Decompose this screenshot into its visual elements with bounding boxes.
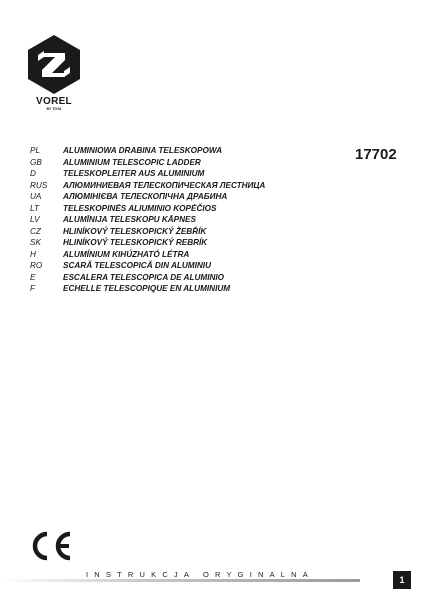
product-title: АЛЮМІНІЄВА ТЕЛЕСКОПІЧНА ДРАБИНА: [63, 192, 228, 201]
language-code: LV: [30, 215, 40, 224]
language-code: LT: [30, 203, 39, 213]
language-code: H: [30, 249, 36, 259]
footer-divider: [0, 579, 360, 582]
product-title: HLINÍKOVÝ TELESKOPICKÝ REBRÍK: [63, 238, 208, 247]
product-title: ECHELLE TELESCOPIQUE EN ALUMINIUM: [63, 284, 231, 293]
vorel-logo-icon: [25, 33, 83, 125]
product-title: ALUMINIOWA DRABINA TELESKOPOWA: [63, 146, 223, 155]
page-number: 1: [393, 571, 411, 589]
language-code: CZ: [30, 226, 41, 236]
language-code: UA: [30, 192, 42, 201]
list-item: [30, 203, 265, 215]
brand-name: VOREL: [36, 96, 72, 107]
list-item: [30, 249, 265, 261]
product-title: ESCALERA TELESCOPICA DE ALUMINIO: [63, 272, 225, 282]
list-item: [30, 214, 265, 226]
list-item: [30, 237, 265, 249]
product-title: SCARĂ TELESCOPICĂ DIN ALUMINIU: [63, 261, 211, 270]
ce-mark-icon: [28, 530, 74, 562]
list-item: [30, 168, 265, 180]
product-title-list: [30, 145, 265, 295]
product-title: ALUMĪNIJA TELESKOPU KĀPNES: [63, 215, 196, 224]
product-title: HLINÍKOVÝ TELESKOPICKÝ ŽEBŘÍK: [63, 226, 207, 236]
language-code: D: [30, 169, 36, 178]
language-code: SK: [30, 238, 41, 247]
product-title: АЛЮМИНИЕВАЯ ТЕЛЕСКОПИЧЕСКАЯ ЛЕСТНИЦА: [63, 180, 266, 190]
brand-subtitle: BY TOYA: [46, 107, 62, 111]
list-item: [30, 145, 265, 157]
product-title: ALUMINIUM TELESCOPIC LADDER: [63, 157, 201, 167]
language-code: PL: [30, 146, 41, 155]
list-item: [30, 180, 265, 192]
product-title: TELESKOPLEITER AUS ALUMINIUM: [63, 169, 205, 178]
list-item: [30, 260, 265, 272]
product-title: ALUMÍNIUM KIHÚZHATÓ LÉTRA: [63, 249, 190, 259]
language-code: E: [30, 272, 36, 282]
list-item: [30, 157, 265, 169]
product-code: 17702: [355, 146, 397, 163]
language-code: RO: [30, 261, 43, 270]
language-code: GB: [30, 157, 42, 167]
product-title: TELESKOPINĖS ALIUMINIO KOPĖČIOS: [63, 203, 217, 213]
footer-label: INSTRUKCJA ORYGINALNA: [86, 570, 315, 579]
list-item: [30, 272, 265, 284]
language-code: RUS: [30, 180, 48, 190]
list-item: [30, 283, 265, 295]
language-code: F: [30, 284, 36, 293]
list-item: [30, 226, 265, 238]
list-item: [30, 191, 265, 203]
